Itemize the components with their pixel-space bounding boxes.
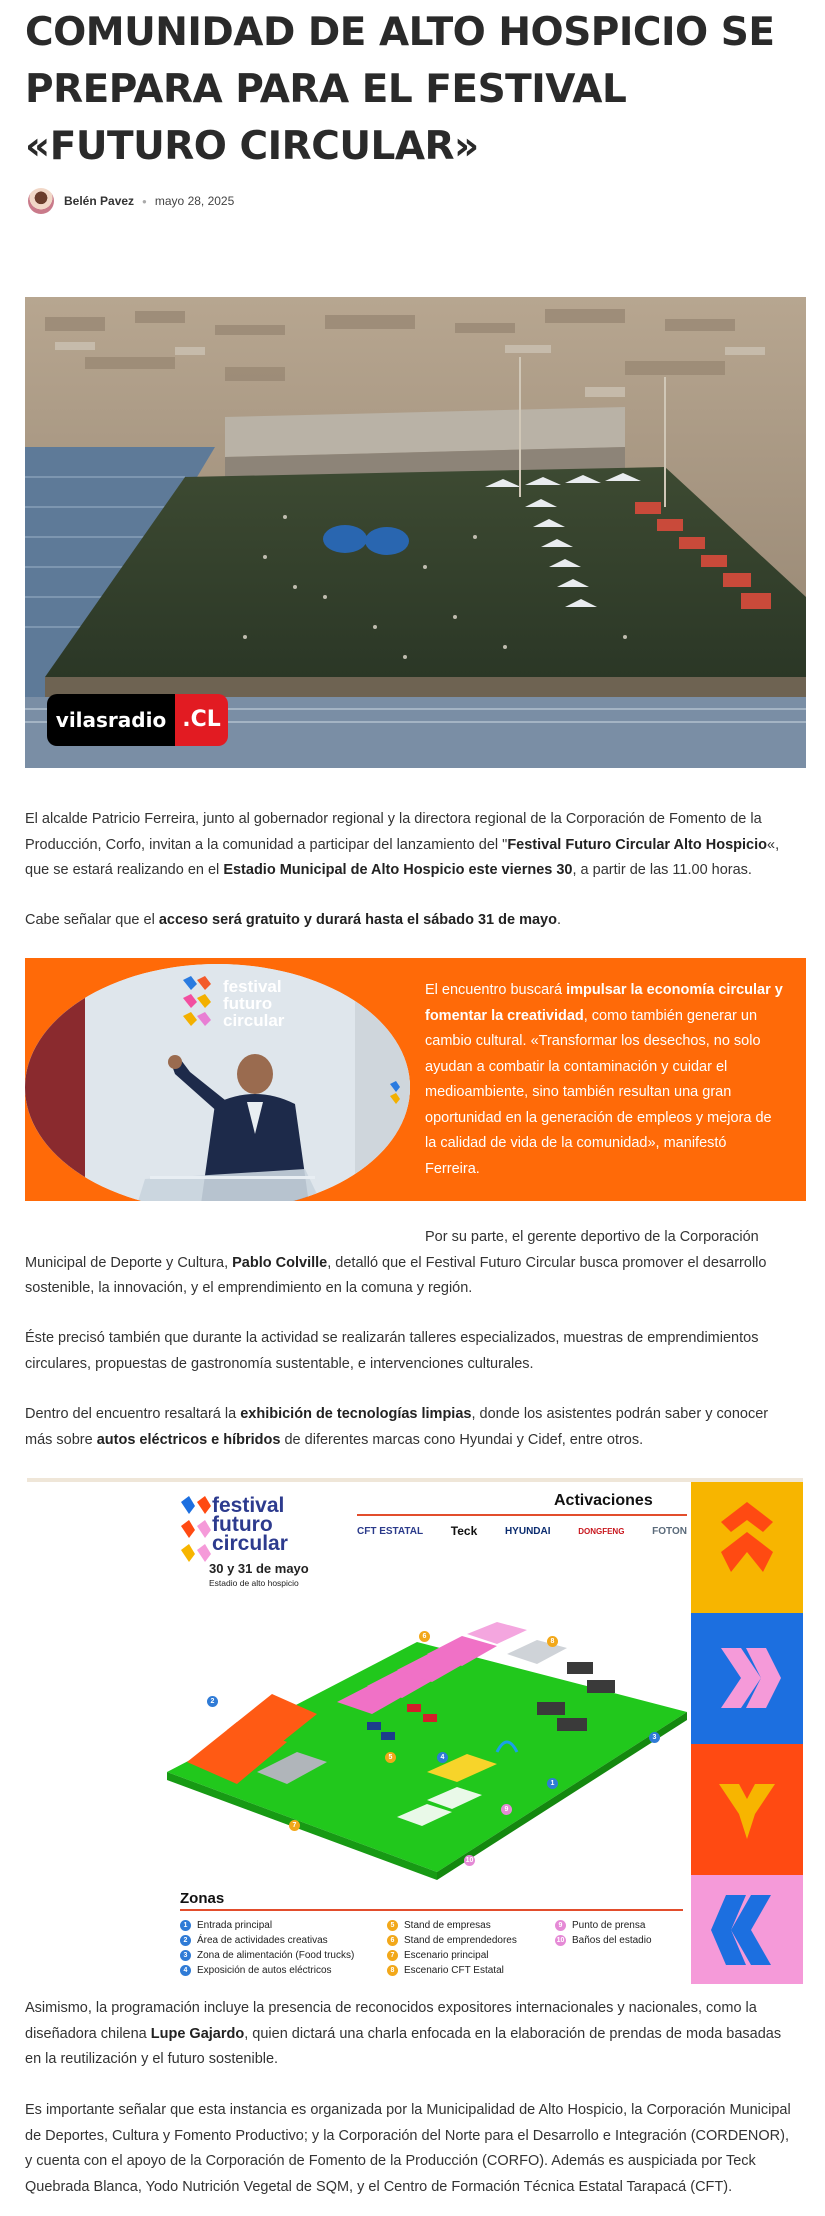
tile-yellow (691, 1482, 803, 1613)
zone-item (180, 1948, 354, 1963)
p4-bold-name: Pablo Colville (232, 1254, 328, 1271)
brand-line-1: festival (212, 1494, 285, 1517)
zone-number: 9 (555, 1920, 566, 1931)
chevron-shape-icon (691, 1875, 803, 1984)
zone-label: Punto de prensa (572, 1920, 646, 1931)
paragraph-3 (425, 978, 785, 1182)
p6-text-c: , donde los asistentes podrán saber y conocer más sobre (25, 1406, 769, 1448)
hero-image (25, 297, 806, 768)
p6-text-e: de diferentes marcas cono Hyundai y Cidef, entre otros. (280, 1431, 644, 1448)
author-name[interactable]: Belén Pavez (64, 194, 135, 208)
paragraph-5: Éste precisó también que durante la actividad se realizarán talleres especializados, muestras de emprendimientos circulares, propuestas de gastronomía sustentable, e intervenciones culturales. (25, 1330, 759, 1372)
zones-title: Zonas (180, 1890, 225, 1907)
zone-item (387, 1948, 517, 1963)
highlight-box (25, 958, 806, 1201)
zone-number: 2 (180, 1935, 191, 1946)
map-marker-8: 8 (547, 1636, 558, 1647)
zone-number: 6 (387, 1935, 398, 1946)
p2-bold-access: acceso será gratuito y durará hasta el sábado 31 de mayo (158, 912, 557, 928)
zones-column-1 (180, 1918, 354, 1978)
p6-bold-cars: autos eléctricos e híbridos (96, 1431, 281, 1448)
brand-line-2: futuro (212, 1513, 273, 1536)
map-marker-10: 10 (465, 1857, 474, 1864)
map-marker-7: 7 (289, 1820, 300, 1831)
p1-bold-festival: Festival Futuro Circular Alto Hospicio (507, 836, 768, 853)
stage-banner-line-2: futuro (223, 994, 273, 1013)
zone-label: Zona de alimentación (Food trucks) (197, 1950, 355, 1961)
radio-logo-tld: .CL (175, 694, 228, 746)
paragraph-4 (25, 1225, 795, 1302)
zone-label: Exposición de autos eléctricos (197, 1965, 332, 1976)
p1-text-e: , a partir de las 11.00 horas. (572, 862, 752, 878)
zone-label: Baños del estadio (572, 1935, 652, 1946)
decorative-tiles (691, 1482, 803, 1984)
zone-label: Escenario principal (404, 1950, 489, 1961)
p4-text-c: , detalló que el Festival Futuro Circular busca promover el desarrollo sostenible, la innovación, y el emprendimiento en la comuna y región. (25, 1254, 767, 1296)
p2-text-a: Cabe señalar que el (25, 912, 159, 928)
article-title: COMUNIDAD DE ALTO HOSPICIO SE PREPARA PARA EL FESTIVAL «FUTURO CIRCULAR» (25, 10, 775, 169)
activations-title: Activaciones (554, 1492, 653, 1509)
paragraph-2 (25, 908, 795, 934)
p6-text-a: Dentro del encuentro resaltará la (25, 1406, 241, 1422)
zone-number: 3 (180, 1950, 191, 1961)
map-marker-2: 2 (207, 1696, 218, 1707)
p6-bold-clean-tech: exhibición de tecnologías limpias (240, 1406, 472, 1422)
tile-pink (691, 1875, 803, 1984)
sponsor-logo-dongfeng: DONGFENG (578, 1526, 625, 1536)
author-avatar[interactable] (28, 188, 54, 214)
zones-column-2 (387, 1918, 517, 1978)
zone-item (180, 1918, 354, 1933)
zone-item (555, 1933, 652, 1948)
zone-number: 7 (387, 1950, 398, 1961)
zone-label: Stand de empresas (404, 1920, 491, 1931)
paragraph-1 (25, 807, 795, 884)
zone-number: 10 (556, 1937, 565, 1944)
zone-number: 8 (387, 1965, 398, 1976)
venue-isometric-map (167, 1622, 687, 1882)
zone-number: 1 (180, 1920, 191, 1931)
p7-text-a: Asimismo, la programación incluye la presencia de reconocidos expositores internacionales y nacionales, como la diseñadora chilena (25, 2000, 757, 2042)
festival-brand-icon (179, 1496, 211, 1576)
chevron-shape-icon (691, 1744, 803, 1875)
zone-item (387, 1933, 517, 1948)
map-marker-6: 6 (419, 1631, 430, 1642)
zone-number: 4 (180, 1965, 191, 1976)
map-marker-4: 4 (437, 1752, 448, 1763)
zone-label: Entrada principal (197, 1920, 273, 1931)
zone-item (555, 1918, 652, 1933)
sponsor-logo-foton: FOTON (652, 1525, 687, 1537)
p4-text-a: Por su parte, el gerente deportivo de la Corporación Municipal de Deporte y Cultura, (25, 1229, 759, 1271)
zone-item (387, 1918, 517, 1933)
stage-banner-line-1: festival (223, 977, 282, 996)
zones-rule (180, 1909, 683, 1911)
tile-red (691, 1744, 803, 1875)
chevron-shape-icon (691, 1613, 803, 1744)
stage-banner-text (223, 978, 284, 1029)
radio-logo-name: vilasradio (47, 694, 175, 746)
p2-text-c: . (556, 912, 561, 928)
speaker-photo (25, 964, 410, 1201)
p1-text-c: «, que se estará realizando en el (25, 836, 780, 878)
festival-dates: 30 y 31 de mayo (209, 1561, 309, 1576)
tile-blue (691, 1613, 803, 1744)
radio-logo[interactable] (47, 694, 228, 746)
sponsor-logo-teck: Teck (450, 1524, 478, 1538)
stage-banner-line-3: circular (223, 1011, 285, 1030)
speaker-photo-illustration (25, 964, 410, 1201)
zone-item (180, 1963, 354, 1978)
p7-text-c: , quien dictará una charla enfocada en la elaboración de prendas de moda basadas en la reutilización y el futuro sostenible. (25, 2025, 782, 2067)
sponsor-logo-cft: CFT ESTATAL (357, 1525, 424, 1537)
paragraph-7 (25, 1996, 795, 2073)
festival-place: Estadio de alto hospicio (209, 1578, 299, 1588)
p3-text-a: El encuentro buscará (425, 982, 567, 998)
publish-date: mayo 28, 2025 (154, 194, 235, 208)
festival-map-infographic (27, 1478, 803, 1984)
p3-bold-circular-economy: impulsar la economía circular y fomentar la creatividad (425, 982, 783, 1024)
sponsor-logos (357, 1524, 687, 1538)
chevron-shape-icon (691, 1482, 803, 1613)
map-marker-5: 5 (385, 1752, 396, 1763)
zones-column-3 (555, 1918, 652, 1948)
map-marker-9: 9 (501, 1804, 512, 1815)
p3-text-c: , como también generar un cambio cultural. «Transformar los desechos, no solo ayudan a combatir la contaminación y cuidar el medioambiente, sino también resultan una gran oportunidad en la generación de empleos y mejora de la calidad de vida de la comunidad», manifestó Ferreira. (425, 1007, 772, 1177)
zone-label: Escenario CFT Estatal (404, 1965, 504, 1976)
p1-text-a: El alcalde Patricio Ferreira, junto al gobernador regional y la directora regional de la Corporación de Fomento de la Producción, Corfo, invitan a la comunidad a participar del lanzamiento del " (25, 811, 762, 853)
separator-dot: ● (142, 196, 147, 206)
zone-label: Stand de emprendedores (404, 1935, 517, 1946)
paragraph-6 (25, 1402, 795, 1453)
activations-rule (357, 1514, 687, 1516)
zone-item (387, 1963, 517, 1978)
brand-line-3: circular (212, 1532, 288, 1555)
map-marker-1: 1 (547, 1778, 558, 1789)
p1-bold-venue: Estadio Municipal de Alto Hospicio este viernes 30 (223, 862, 573, 878)
map-marker-3: 3 (649, 1732, 660, 1743)
byline (28, 186, 234, 216)
zone-label: Área de actividades creativas (197, 1935, 328, 1946)
zone-number: 5 (387, 1920, 398, 1931)
paragraph-8: Es importante señalar que esta instancia es organizada por la Municipalidad de Alto Hospicio, la Corporación Municipal de Deportes, Cultura y Fomento Productivo; y la Corporación del Norte para el Desarrollo e Integración (CORDENOR), y cuenta con el apoyo de la Corporación de Fomento de la Producción (CORFO). Además es auspiciada por Teck Quebrada Blanca, Yodo Nutrición Vegetal de SQM, y el Centro de Formación Técnica Estatal Tarapacá (CFT). (25, 2102, 791, 2195)
p7-bold-designer: Lupe Gajardo (150, 2025, 245, 2042)
sponsor-logo-hyundai: HYUNDAI (504, 1525, 551, 1537)
zone-item (180, 1933, 354, 1948)
